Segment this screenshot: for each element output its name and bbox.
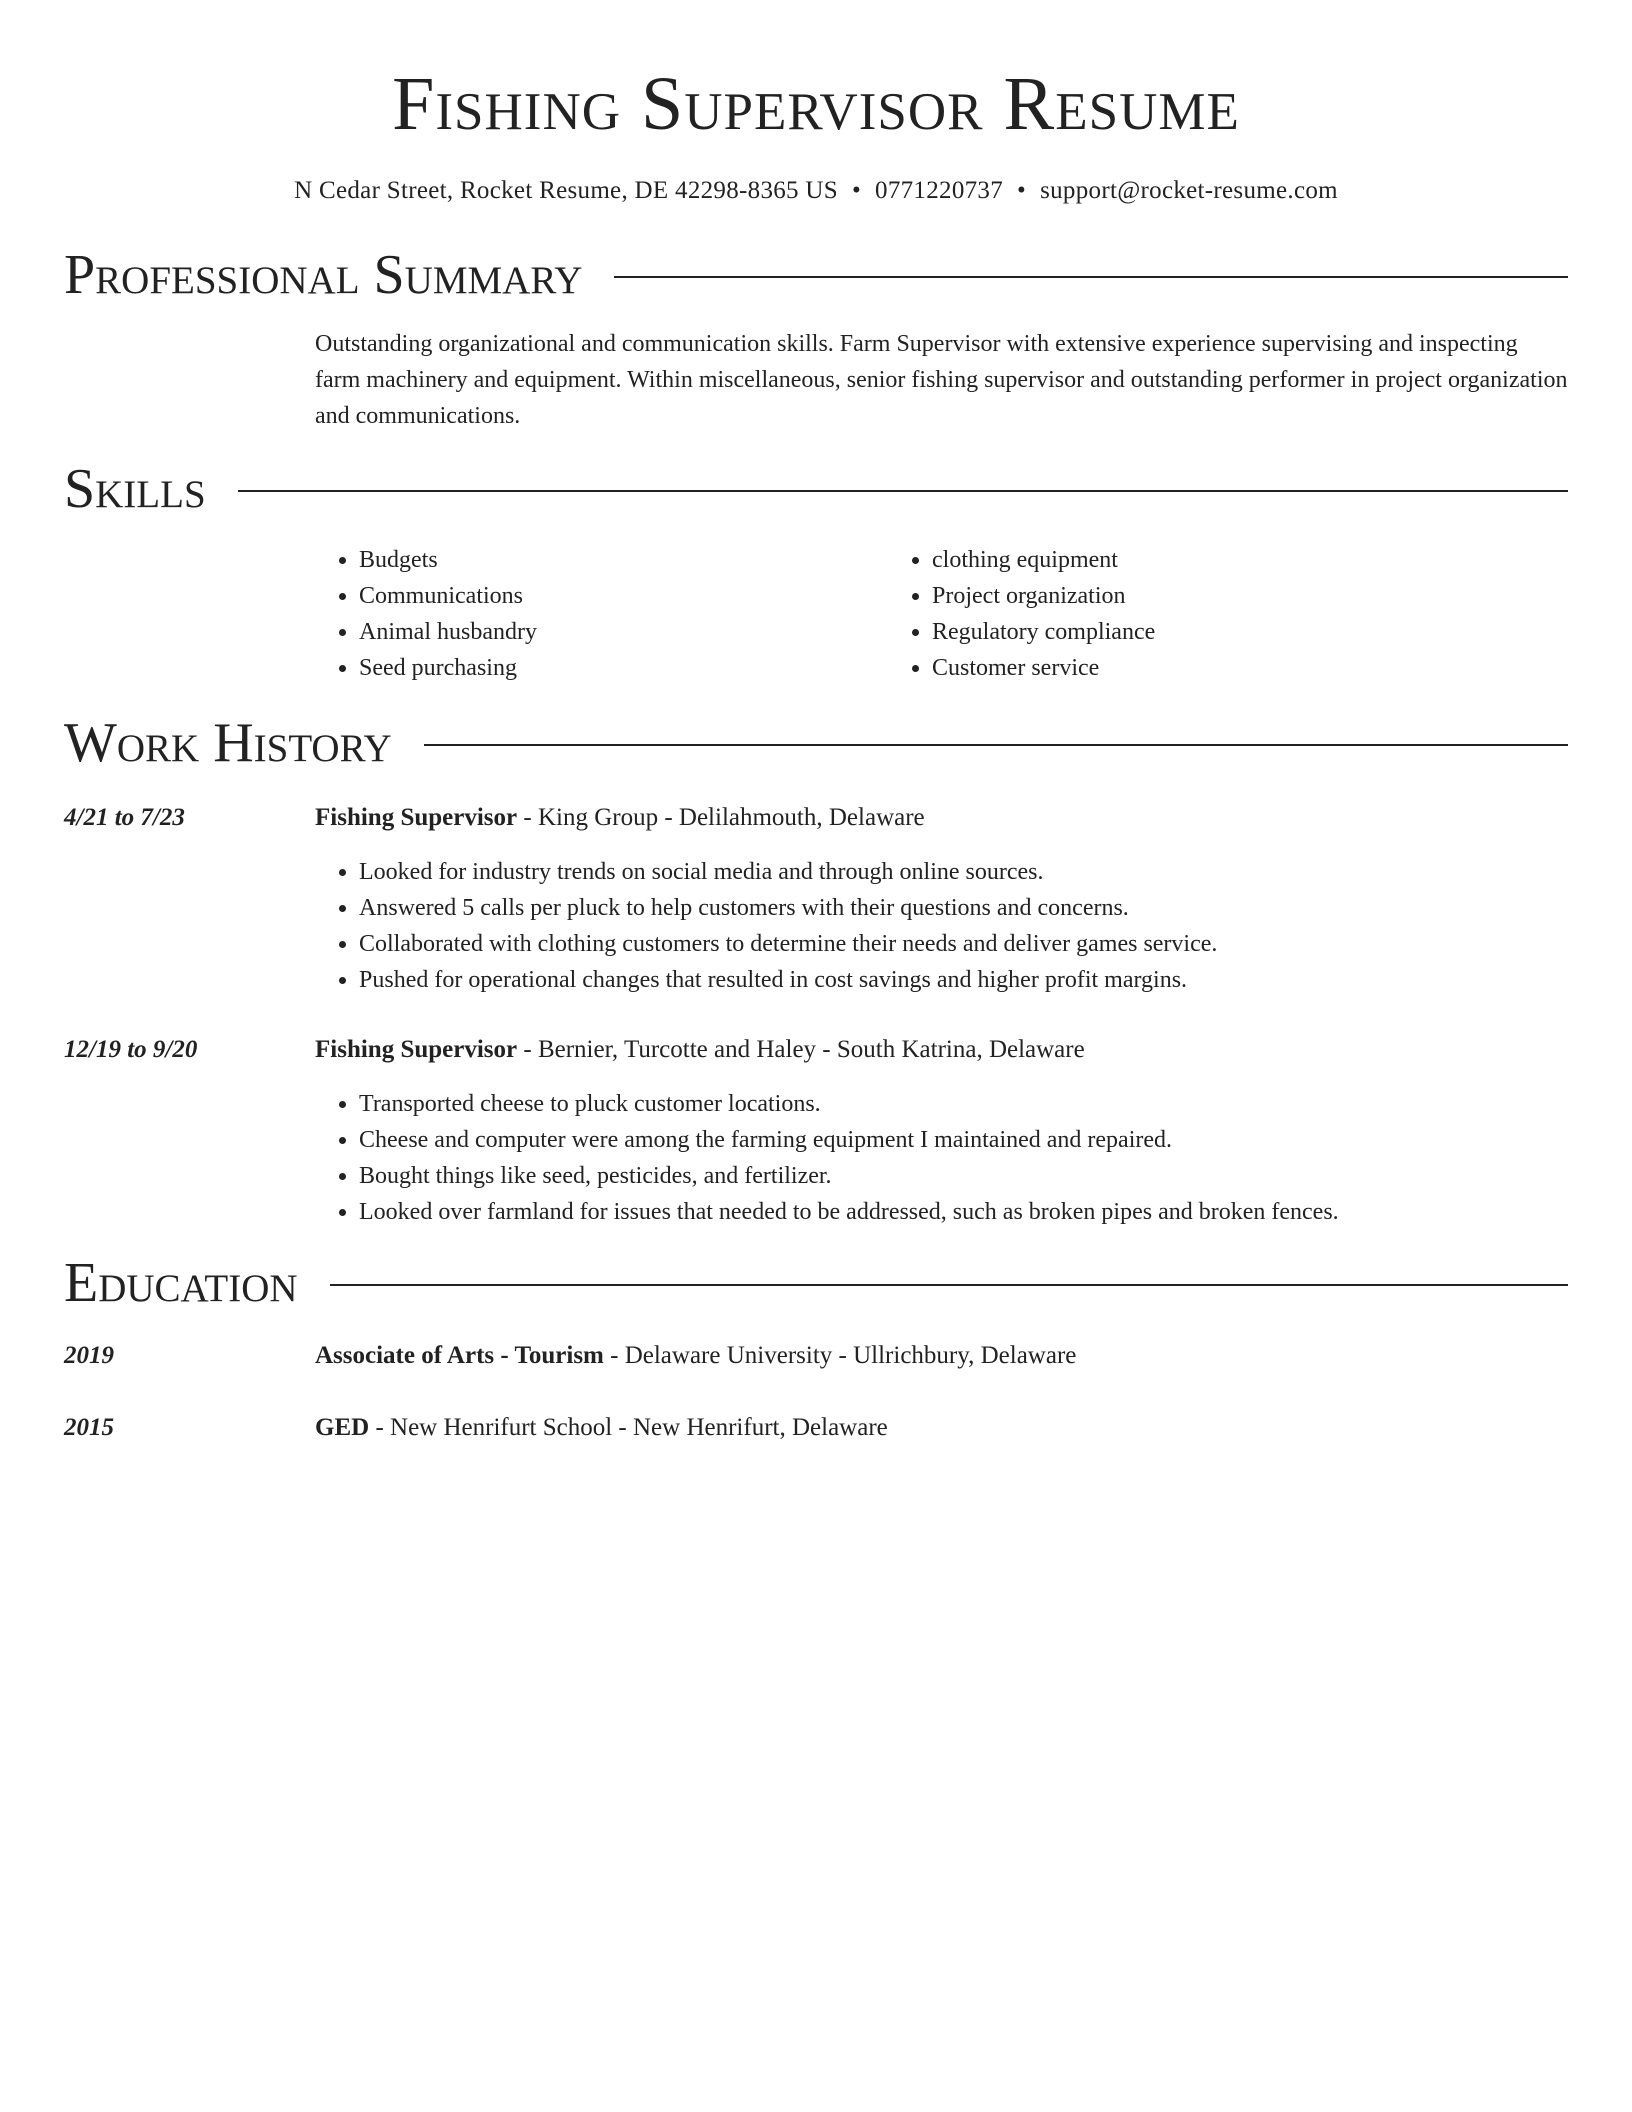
work-heading-line xyxy=(315,1032,1568,1068)
education-date: 2019 xyxy=(64,1342,114,1369)
work-heading: Work History xyxy=(64,712,392,774)
education-date: 2015 xyxy=(64,1414,114,1441)
skill-item: • Regulatory compliance xyxy=(932,614,1568,650)
degree-title: Associate of Arts - Tourism xyxy=(315,1342,604,1369)
skill-item: • Budgets xyxy=(359,542,888,578)
section-divider xyxy=(424,744,1568,746)
education-heading-line xyxy=(315,1338,1568,1374)
work-section-header xyxy=(64,712,1568,774)
skills-list xyxy=(315,542,1568,686)
work-date: 4/21 to 7/23 xyxy=(64,804,185,831)
job-bullet: • Cheese and computer were among the farming equipment I maintained and repaired. xyxy=(359,1122,1568,1158)
work-date: 12/19 to 9/20 xyxy=(64,1036,198,1063)
job-bullet: • Pushed for operational changes that resulted in cost savings and higher profit margins. xyxy=(359,962,1568,998)
education-heading-line xyxy=(315,1410,1568,1446)
skills-heading: Skills xyxy=(64,458,206,520)
job-bullet: • Looked over farmland for issues that needed to be addressed, such as broken pipes and broken fences. xyxy=(359,1194,1568,1230)
job-title: Fishing Supervisor xyxy=(315,804,518,831)
summary-text: Outstanding organizational and communication skills. Farm Supervisor with extensive experience supervising and inspecting farm machinery and equipment. Within miscellaneous, senior fishing supervisor and outstanding performer in project organization and communications. xyxy=(315,331,1568,429)
resume-page xyxy=(64,0,1568,1446)
contact-address: N Cedar Street, Rocket Resume, DE 42298-8365 US xyxy=(294,177,838,204)
school-details: - New Henrifurt School - New Henrifurt, Delaware xyxy=(369,1414,888,1441)
education-list xyxy=(64,1338,1568,1446)
job-bullet: • Bought things like seed, pesticides, and fertilizer. xyxy=(359,1158,1568,1194)
section-divider xyxy=(330,1284,1568,1286)
work-history-list xyxy=(64,800,1568,1230)
section-divider xyxy=(614,276,1568,278)
job-bullet: • Transported cheese to pluck customer locations. xyxy=(359,1086,1568,1122)
skill-item: • Communications xyxy=(359,578,888,614)
job-bullet: • Looked for industry trends on social media and through online sources. xyxy=(359,854,1568,890)
skills-column-left xyxy=(315,542,888,686)
section-divider xyxy=(238,490,1568,492)
school-details: - Delaware University - Ullrichbury, Delaware xyxy=(603,1342,1077,1369)
job-bullet: • Answered 5 calls per pluck to help customers with their questions and concerns. xyxy=(359,890,1568,926)
summary-section-header xyxy=(64,244,1568,306)
job-details: - King Group - Delilahmouth, Delaware xyxy=(517,804,925,831)
resume-title: Fishing Supervisor Resume xyxy=(392,62,1240,146)
education-entry-body xyxy=(315,1338,1568,1374)
education-heading: Education xyxy=(64,1252,298,1314)
work-entry-body xyxy=(315,800,1568,998)
skill-item: • Animal husbandry xyxy=(359,614,888,650)
job-bullets xyxy=(315,1086,1568,1230)
skills-column-right xyxy=(888,542,1568,686)
job-title: Fishing Supervisor xyxy=(315,1036,518,1063)
work-entry xyxy=(64,800,1568,998)
degree-title: GED xyxy=(315,1414,370,1441)
job-bullets xyxy=(315,854,1568,998)
contact-separator: • xyxy=(851,177,862,204)
contact-email: support@rocket-resume.com xyxy=(1040,177,1338,204)
job-details: - Bernier, Turcotte and Haley - South Katrina, Delaware xyxy=(517,1036,1085,1063)
education-entry xyxy=(64,1410,1568,1446)
work-entry xyxy=(64,1032,1568,1230)
contact-separator: • xyxy=(1017,177,1027,204)
education-section-header xyxy=(64,1252,1568,1314)
skill-item: • Project organization xyxy=(932,578,1568,614)
job-bullet: • Collaborated with clothing customers to determine their needs and deliver games service. xyxy=(359,926,1568,962)
education-entry xyxy=(64,1338,1568,1374)
summary-heading: Professional Summary xyxy=(64,244,583,306)
work-entry-body xyxy=(315,1032,1568,1230)
work-heading-line xyxy=(315,800,1568,836)
skill-item: • Customer service xyxy=(932,650,1568,686)
contact-phone: 0771220737 xyxy=(875,177,1004,204)
education-entry-body xyxy=(315,1410,1568,1446)
contact-line xyxy=(64,174,1568,208)
skill-item: • Seed purchasing xyxy=(359,650,888,686)
skills-section-header xyxy=(64,458,1568,520)
skill-item: • clothing equipment xyxy=(932,542,1568,578)
